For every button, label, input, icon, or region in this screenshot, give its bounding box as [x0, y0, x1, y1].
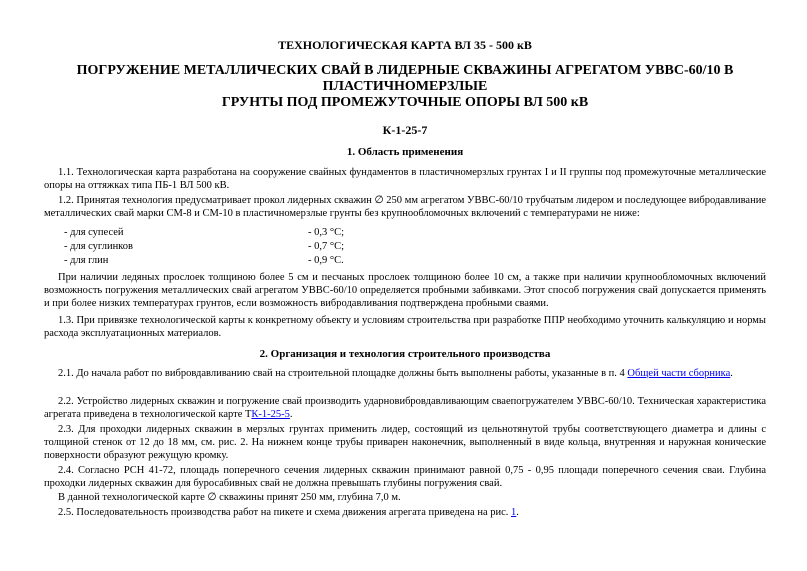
paragraph-text: 2.2. Устройство лидерных скважин и погружение свай производить ударновибровдавливающим сваепогружателем УВВС-60/10. Техническая характеристика агрегата приведена в технологической карте Т [44, 396, 766, 420]
paragraph-1-2: 1.2. Принятая технология предусматривает прокол лидерных скважин ∅ 250 мм агрегатом УВВС-60/10 трубчатым лидером и последующее вибродавливание металлических свай марки СМ-8 и СМ-10 в пластичномерзлые грунты без крупнообломочных включений с температурами не ниже: [44, 195, 766, 219]
temperature-list [64, 226, 564, 267]
paragraph-end: . [289, 409, 293, 420]
list-item [64, 226, 564, 239]
paragraph-2-2 [44, 395, 766, 421]
paragraph-text: 2.5. Последовательность производства работ на пикете и схема движения агрегата приведена на рис. [58, 507, 512, 518]
soil-type: - для супесей [64, 227, 124, 238]
soil-temperature: - 0,7 °C; [308, 241, 344, 252]
paragraph-2-5 [44, 506, 766, 519]
paragraph-2-4b: В данной технологической карте ∅ скважины принят 250 мм, глубина 7,0 м. [58, 492, 401, 503]
paragraph-2-4: 2.4. Согласно РСН 41-72, площадь поперечного сечения лидерных скважин принимают равной 0,75 - 0,95 площади поперечного сечения сваи. Глубина проходки лидерных скважин для буросабивных свай не должна превышать глубины погружения свай. [44, 465, 766, 489]
paragraph-end: . [516, 507, 519, 518]
document-title [44, 63, 766, 111]
list-item [64, 240, 564, 253]
section-1-title: 1. Область применения [346, 146, 464, 158]
paragraph-2-1 [44, 367, 766, 380]
soil-type: - для суглинков [64, 241, 133, 252]
paragraph-end: . [730, 368, 733, 379]
title-line-3: ГРУНТЫ ПОД ПРОМЕЖУТОЧНЫЕ ОПОРЫ ВЛ 500 кВ [221, 95, 589, 110]
paragraph-text: 2.1. До начала работ по вибровдавливанию свай на строительной площадке должны быть выполнены работы, указанные в п. 4 [58, 368, 628, 379]
general-part-link[interactable]: Общей части сборника [627, 368, 731, 379]
tech-card-link[interactable]: К-1-25-5 [251, 409, 290, 420]
paragraph-2-3: 2.3. Для проходки лидерных скважин в мерзлых грунтах применить лидер, состоящий из цельнотянутой трубы соответствующего диаметра и длины с толщиной стенок от 12 до 18 мм, см. рис. 2. На нижнем конце трубы приварен наконечник, выполненный в виде кольца, внутренняя и наружная конические поверхности образуют режущую кромку. [44, 424, 766, 461]
figure-1-link[interactable]: 1 [511, 507, 517, 518]
document-header: ТЕХНОЛОГИЧЕСКАЯ КАРТА ВЛ 35 - 500 кВ [278, 38, 532, 52]
paragraph-1-1: 1.1. Технологическая карта разработана на сооружение свайных фундаментов в пластичномерзлых грунтах I и II группы под промежуточные металлические опоры на оттяжках типа ПБ-1 ВЛ 500 кВ. [44, 167, 766, 191]
soil-type: - для глин [64, 255, 109, 266]
soil-temperature: - 0,9 °C. [308, 255, 344, 266]
soil-temperature: - 0,3 °C; [308, 227, 344, 238]
paragraph-1-3: 1.3. При привязке технологической карты к конкретному объекту и условиям строительства при разработке ППР необходимо уточнить калькуляцию и нормы расхода эксплуатационных материалов. [44, 315, 766, 339]
section-2-title: 2. Организация и технология строительного производства [259, 348, 551, 360]
title-line-1: ПОГРУЖЕНИЕ МЕТАЛЛИЧЕСКИХ СВАЙ В ЛИДЕРНЫЕ СКВАЖИНЫ АГРЕГАТОМ УВВС-60/10 В [76, 63, 734, 78]
paragraph-1-2b: При наличии ледяных прослоек толщиною более 5 см и песчаных прослоек толщиною более 10 см, а также при наличии крупнообломочных включений возможность погружения металлических свай агрегатом УВВС-60/10 определяется пробными забивками. Этот способ погружения свай допускается применять и при более низких температурах грунтов, если возможность вибродавливания подтверждена пробными сваями. [44, 272, 766, 309]
document-code: К-1-25-7 [382, 123, 428, 137]
list-item [64, 254, 564, 267]
title-line-2: ПЛАСТИЧНОМЕРЗЛЫЕ [322, 79, 488, 94]
